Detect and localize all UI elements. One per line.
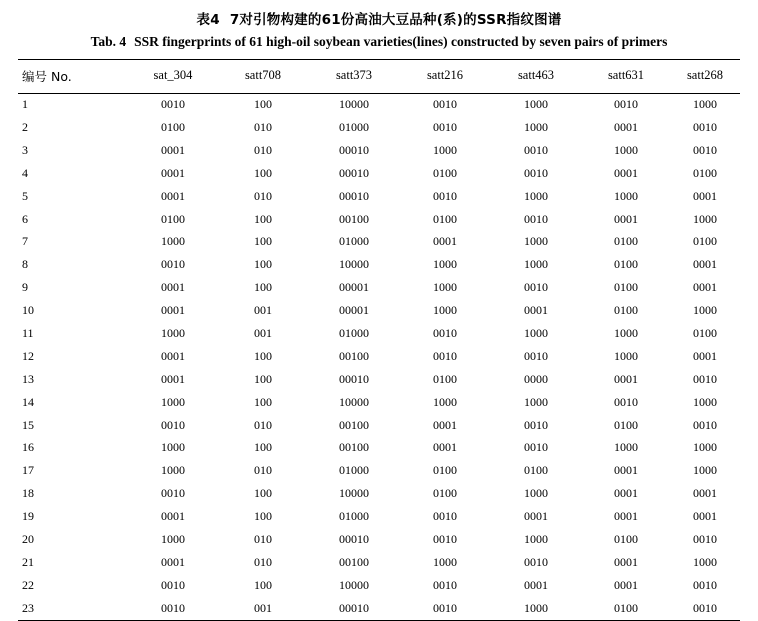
cell-satt631: 0100 [614, 257, 638, 272]
cell-satt216: 0010 [433, 188, 457, 203]
table-row [18, 162, 740, 185]
cell-no: 10 [22, 303, 34, 318]
cell-satt631: 0100 [614, 303, 638, 318]
cell-satt708: 100 [254, 509, 272, 524]
cell-satt216: 0001 [433, 234, 457, 249]
cell-sat304: 0001 [161, 165, 185, 180]
table-row [18, 322, 740, 345]
cell-sat304: 0010 [128, 597, 218, 620]
cell-satt216: 1000 [433, 280, 457, 295]
cell-satt268: 1000 [693, 554, 717, 569]
cell-satt463: 1000 [524, 97, 548, 112]
cell-satt216: 0010 [433, 509, 457, 524]
column-header-satt708: satt708 [218, 59, 308, 93]
cell-no: 2 [22, 119, 28, 134]
cell-satt463: 0010 [524, 165, 548, 180]
cell-no: 4 [22, 165, 28, 180]
cell-sat304: 0001 [161, 554, 185, 569]
caption-chinese-label: 表4 [196, 12, 220, 28]
cell-satt631: 0010 [614, 97, 638, 112]
cell-no: 22 [22, 577, 34, 592]
table-row [18, 277, 740, 300]
cell-satt373: 00100 [339, 417, 369, 432]
cell-satt268: 0010 [693, 371, 717, 386]
cell-satt463: 1000 [524, 119, 548, 134]
cell-satt463: 1000 [524, 486, 548, 501]
cell-sat304: 1000 [161, 394, 185, 409]
cell-sat304: 0010 [161, 417, 185, 432]
cell-satt268: 1000 [693, 211, 717, 226]
cell-satt463: 1000 [524, 394, 548, 409]
cell-satt463: 0010 [524, 554, 548, 569]
cell-no: 13 [22, 371, 34, 386]
cell-satt631: 1000 [614, 440, 638, 455]
table-row [18, 528, 740, 551]
cell-satt631: 0001 [614, 211, 638, 226]
cell-satt708: 100 [254, 348, 272, 363]
cell-satt708: 001 [254, 303, 272, 318]
cell-satt463: 0001 [524, 509, 548, 524]
cell-satt268: 0010 [670, 597, 740, 620]
table-body [18, 93, 740, 620]
caption-english [0, 32, 758, 58]
table-row [18, 574, 740, 597]
cell-satt631: 0100 [582, 597, 670, 620]
cell-satt216: 0001 [433, 440, 457, 455]
cell-sat304: 1000 [161, 440, 185, 455]
caption-english-label: Tab. 4 [90, 34, 127, 50]
cell-no: 18 [22, 486, 34, 501]
cell-sat304: 0010 [161, 97, 185, 112]
caption-english-title: SSR fingerprints of 61 high-oil soybean varieties(lines) constructed by seven pairs of primers [134, 34, 668, 50]
caption-chinese-title: 7对引物构建的61份高油大豆品种(系)的SSR指纹图谱 [229, 12, 562, 28]
table-row [18, 231, 740, 254]
table-row [18, 93, 740, 116]
cell-satt268: 0010 [693, 417, 717, 432]
cell-no: 16 [22, 440, 34, 455]
cell-satt373: 10000 [339, 257, 369, 272]
cell-satt268: 1000 [693, 463, 717, 478]
cell-satt708: 100 [254, 440, 272, 455]
cell-no: 17 [22, 463, 34, 478]
cell-sat304: 0001 [161, 303, 185, 318]
cell-satt631: 1000 [614, 188, 638, 203]
cell-sat304: 0010 [161, 486, 185, 501]
cell-no: 12 [22, 348, 34, 363]
table-row [18, 391, 740, 414]
cell-satt463: 0010 [524, 417, 548, 432]
column-header-satt268: satt268 [670, 59, 740, 93]
cell-satt463: 1000 [524, 188, 548, 203]
cell-satt216: 1000 [433, 257, 457, 272]
cell-satt708: 100 [254, 394, 272, 409]
cell-satt463: 1000 [524, 257, 548, 272]
table-header [18, 59, 740, 93]
column-header-satt373: satt373 [308, 59, 400, 93]
cell-satt631: 0001 [614, 509, 638, 524]
column-header-satt463: satt463 [490, 59, 582, 93]
column-header-no: 编号 No. [18, 59, 128, 93]
cell-satt216: 1000 [433, 394, 457, 409]
cell-satt216: 1000 [433, 303, 457, 318]
cell-no: 15 [22, 417, 34, 432]
cell-satt216: 0010 [433, 97, 457, 112]
cell-sat304: 0001 [161, 509, 185, 524]
cell-satt463: 0010 [524, 211, 548, 226]
cell-no: 9 [22, 280, 28, 295]
cell-sat304: 1000 [161, 463, 185, 478]
cell-satt216: 1000 [433, 554, 457, 569]
cell-satt268: 0001 [693, 348, 717, 363]
cell-satt631: 0001 [614, 463, 638, 478]
cell-satt708: 010 [254, 531, 272, 546]
cell-satt463: 0010 [524, 440, 548, 455]
cell-sat304: 0010 [161, 257, 185, 272]
cell-satt268: 0100 [693, 234, 717, 249]
cell-satt216: 0010 [433, 577, 457, 592]
cell-satt373: 00100 [339, 554, 369, 569]
cell-satt708: 010 [254, 417, 272, 432]
table-row [18, 483, 740, 506]
cell-satt631: 0001 [614, 486, 638, 501]
cell-satt373: 10000 [339, 394, 369, 409]
cell-satt463: 1000 [524, 531, 548, 546]
cell-satt463: 0010 [524, 348, 548, 363]
cell-satt373: 10000 [339, 486, 369, 501]
cell-satt216: 0100 [433, 486, 457, 501]
table-row [18, 185, 740, 208]
cell-satt708: 010 [254, 119, 272, 134]
cell-satt373: 00010 [339, 165, 369, 180]
cell-satt268: 0010 [693, 531, 717, 546]
cell-satt631: 0100 [614, 234, 638, 249]
cell-satt631: 0010 [614, 394, 638, 409]
cell-satt708: 001 [254, 325, 272, 340]
cell-no: 6 [22, 211, 28, 226]
cell-no: 7 [22, 234, 28, 249]
ssr-fingerprint-table [18, 59, 740, 621]
cell-satt373: 10000 [339, 97, 369, 112]
cell-satt216: 0001 [433, 417, 457, 432]
cell-satt708: 100 [254, 165, 272, 180]
cell-satt463: 0010 [524, 142, 548, 157]
cell-satt373: 01000 [339, 119, 369, 134]
cell-no: 5 [22, 188, 28, 203]
table-row [18, 139, 740, 162]
cell-sat304: 1000 [161, 234, 185, 249]
cell-satt373: 01000 [339, 463, 369, 478]
cell-satt373: 00001 [339, 280, 369, 295]
table-row [18, 460, 740, 483]
cell-satt631: 1000 [614, 142, 638, 157]
cell-satt631: 1000 [614, 325, 638, 340]
cell-satt631: 0001 [614, 119, 638, 134]
table-row [18, 551, 740, 574]
cell-satt463: 0001 [524, 303, 548, 318]
cell-sat304: 1000 [161, 531, 185, 546]
cell-satt708: 010 [254, 188, 272, 203]
cell-no: 20 [22, 531, 34, 546]
cell-satt216: 0100 [433, 371, 457, 386]
cell-satt708: 100 [254, 97, 272, 112]
cell-satt268: 1000 [693, 394, 717, 409]
cell-satt216: 0010 [433, 325, 457, 340]
cell-sat304: 0001 [161, 188, 185, 203]
cell-sat304: 0001 [161, 348, 185, 363]
cell-satt708: 001 [218, 597, 308, 620]
cell-satt463: 0100 [524, 463, 548, 478]
cell-sat304: 0100 [161, 211, 185, 226]
table-caption [0, 0, 758, 59]
cell-satt708: 100 [254, 257, 272, 272]
cell-satt216: 1000 [433, 142, 457, 157]
cell-sat304: 1000 [161, 325, 185, 340]
cell-satt631: 0100 [614, 531, 638, 546]
table-row [18, 437, 740, 460]
cell-satt631: 0001 [614, 371, 638, 386]
column-header-sat304: sat_304 [128, 59, 218, 93]
table-row [18, 368, 740, 391]
table-header-row [18, 59, 740, 93]
cell-satt373: 00100 [339, 211, 369, 226]
cell-satt463: 1000 [490, 597, 582, 620]
cell-satt373: 00001 [339, 303, 369, 318]
cell-satt373: 00010 [339, 531, 369, 546]
cell-satt268: 0001 [693, 257, 717, 272]
cell-no: 11 [22, 325, 34, 340]
table-row [18, 414, 740, 437]
cell-satt216: 0010 [433, 119, 457, 134]
cell-satt373: 00010 [308, 597, 400, 620]
cell-satt216: 0100 [433, 463, 457, 478]
cell-satt373: 00010 [339, 371, 369, 386]
cell-no: 19 [22, 509, 34, 524]
cell-satt268: 0001 [693, 188, 717, 203]
cell-satt373: 00010 [339, 142, 369, 157]
cell-satt463: 0001 [524, 577, 548, 592]
cell-satt708: 100 [254, 371, 272, 386]
cell-satt268: 1000 [693, 303, 717, 318]
table-row [18, 208, 740, 231]
column-header-satt216: satt216 [400, 59, 490, 93]
cell-satt268: 0010 [693, 577, 717, 592]
cell-satt708: 100 [254, 280, 272, 295]
cell-satt631: 0100 [614, 280, 638, 295]
cell-satt708: 010 [254, 554, 272, 569]
cell-sat304: 0001 [161, 280, 185, 295]
cell-satt631: 0001 [614, 554, 638, 569]
cell-sat304: 0001 [161, 142, 185, 157]
table-row [18, 300, 740, 323]
table-row [18, 345, 740, 368]
cell-no: 21 [22, 554, 34, 569]
cell-satt216: 0010 [433, 531, 457, 546]
cell-satt708: 100 [254, 577, 272, 592]
table-row [18, 254, 740, 277]
cell-satt373: 10000 [339, 577, 369, 592]
cell-satt268: 0001 [693, 486, 717, 501]
cell-satt373: 01000 [339, 509, 369, 524]
column-header-satt631: satt631 [582, 59, 670, 93]
cell-sat304: 0010 [161, 577, 185, 592]
cell-satt463: 0000 [524, 371, 548, 386]
cell-satt373: 01000 [339, 234, 369, 249]
caption-chinese [0, 0, 758, 32]
cell-sat304: 0100 [161, 119, 185, 134]
cell-satt631: 0001 [614, 577, 638, 592]
cell-satt708: 010 [254, 463, 272, 478]
cell-satt216: 0010 [433, 348, 457, 363]
table-row [18, 597, 740, 620]
cell-satt216: 0010 [400, 597, 490, 620]
cell-satt268: 0100 [693, 165, 717, 180]
cell-satt268: 0001 [693, 509, 717, 524]
cell-no: 8 [22, 257, 28, 272]
cell-satt708: 010 [254, 142, 272, 157]
cell-satt463: 0010 [524, 280, 548, 295]
cell-satt373: 01000 [339, 325, 369, 340]
cell-satt216: 0100 [433, 211, 457, 226]
cell-satt631: 0100 [614, 417, 638, 432]
cell-satt631: 1000 [614, 348, 638, 363]
cell-satt463: 1000 [524, 325, 548, 340]
cell-satt708: 100 [254, 211, 272, 226]
cell-no: 14 [22, 394, 34, 409]
cell-no: 1 [22, 97, 28, 112]
table-row [18, 116, 740, 139]
cell-satt373: 00100 [339, 440, 369, 455]
cell-satt708: 100 [254, 486, 272, 501]
cell-no: 3 [22, 142, 28, 157]
cell-satt373: 00010 [339, 188, 369, 203]
cell-no: 23 [18, 597, 128, 620]
cell-satt268: 0100 [693, 325, 717, 340]
cell-sat304: 0001 [161, 371, 185, 386]
cell-satt268: 1000 [693, 440, 717, 455]
cell-satt268: 0010 [693, 119, 717, 134]
cell-satt631: 0001 [614, 165, 638, 180]
cell-satt463: 1000 [524, 234, 548, 249]
cell-satt268: 0001 [693, 280, 717, 295]
cell-satt373: 00100 [339, 348, 369, 363]
cell-satt268: 0010 [693, 142, 717, 157]
table-row [18, 506, 740, 529]
cell-satt708: 100 [254, 234, 272, 249]
cell-satt268: 1000 [693, 97, 717, 112]
cell-satt216: 0100 [433, 165, 457, 180]
